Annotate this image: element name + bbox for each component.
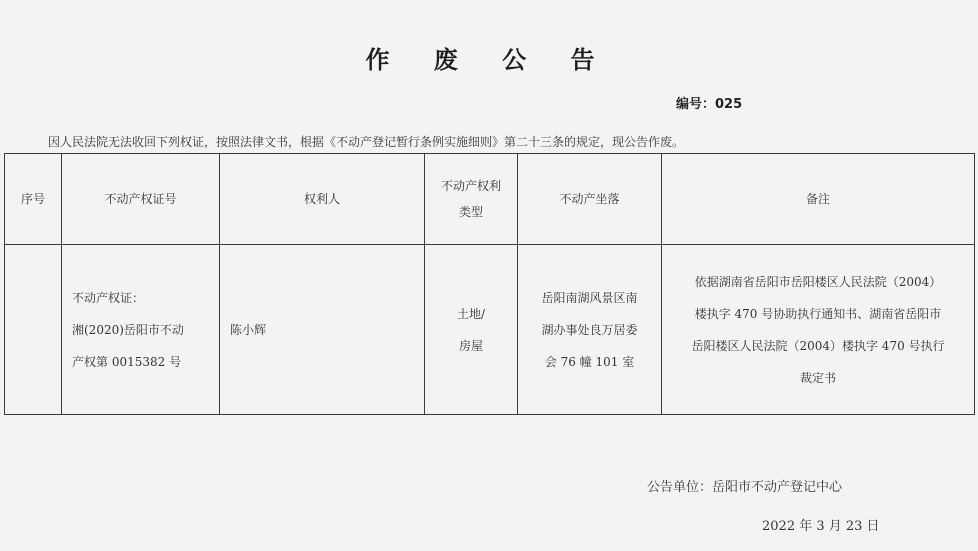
header-remarks: 备注 — [662, 154, 975, 245]
location-line: 岳阳南湖风景区南 — [541, 290, 638, 305]
header-holder: 权利人 — [220, 154, 425, 245]
remark-line: 楼执字 470 号协助执行通知书、湖南省岳阳市 — [694, 306, 942, 321]
cell-location — [518, 245, 662, 415]
header-cert-no: 不动产权证号 — [62, 154, 220, 245]
intro-paragraph: 因人民法院无法收回下列权证，按照法律文书，根据《不动产登记暂行条例实施细则》第二十三条的规定，现公告作废。 — [48, 135, 685, 149]
issue-date: 2022 年 3 月 23 日 — [762, 519, 880, 534]
header-seq: 序号 — [5, 154, 62, 245]
type-line: 房屋 — [458, 338, 483, 353]
void-certificate-table — [4, 153, 975, 415]
remark-line: 岳阳楼区人民法院（2004）楼执字 470 号执行 — [691, 338, 945, 353]
issuing-unit: 公告单位：岳阳市不动产登记中心 — [647, 480, 843, 495]
remark-line: 依据湖南省岳阳市岳阳楼区人民法院（2004） — [694, 274, 942, 289]
header-location: 不动产坐落 — [518, 154, 662, 245]
header-right-type — [425, 154, 518, 245]
header-right-type-line1: 不动产权利 — [440, 179, 501, 193]
location-line: 湖办事处良万居委 — [541, 322, 638, 337]
cell-remarks — [662, 245, 975, 415]
document-number: 编号：025 — [676, 97, 743, 112]
cell-holder: 陈小辉 — [220, 245, 425, 415]
header-right-type-line2: 类型 — [458, 205, 483, 219]
cell-cert-no — [62, 245, 220, 415]
cert-line: 产权第 0015382 号 — [72, 354, 182, 369]
remark-line: 裁定书 — [799, 370, 836, 385]
table-row — [5, 245, 975, 415]
cell-seq — [5, 245, 62, 415]
cert-line: 不动产权证： — [72, 290, 145, 305]
page-title: 作 废 公 告 — [365, 46, 613, 74]
type-line: 土地/ — [456, 306, 486, 321]
location-line: 会 76 幢 101 室 — [544, 354, 635, 369]
table-header-row — [5, 154, 975, 245]
cert-line: 湘(2020)岳阳市不动 — [72, 322, 184, 337]
cell-right-type — [425, 245, 518, 415]
